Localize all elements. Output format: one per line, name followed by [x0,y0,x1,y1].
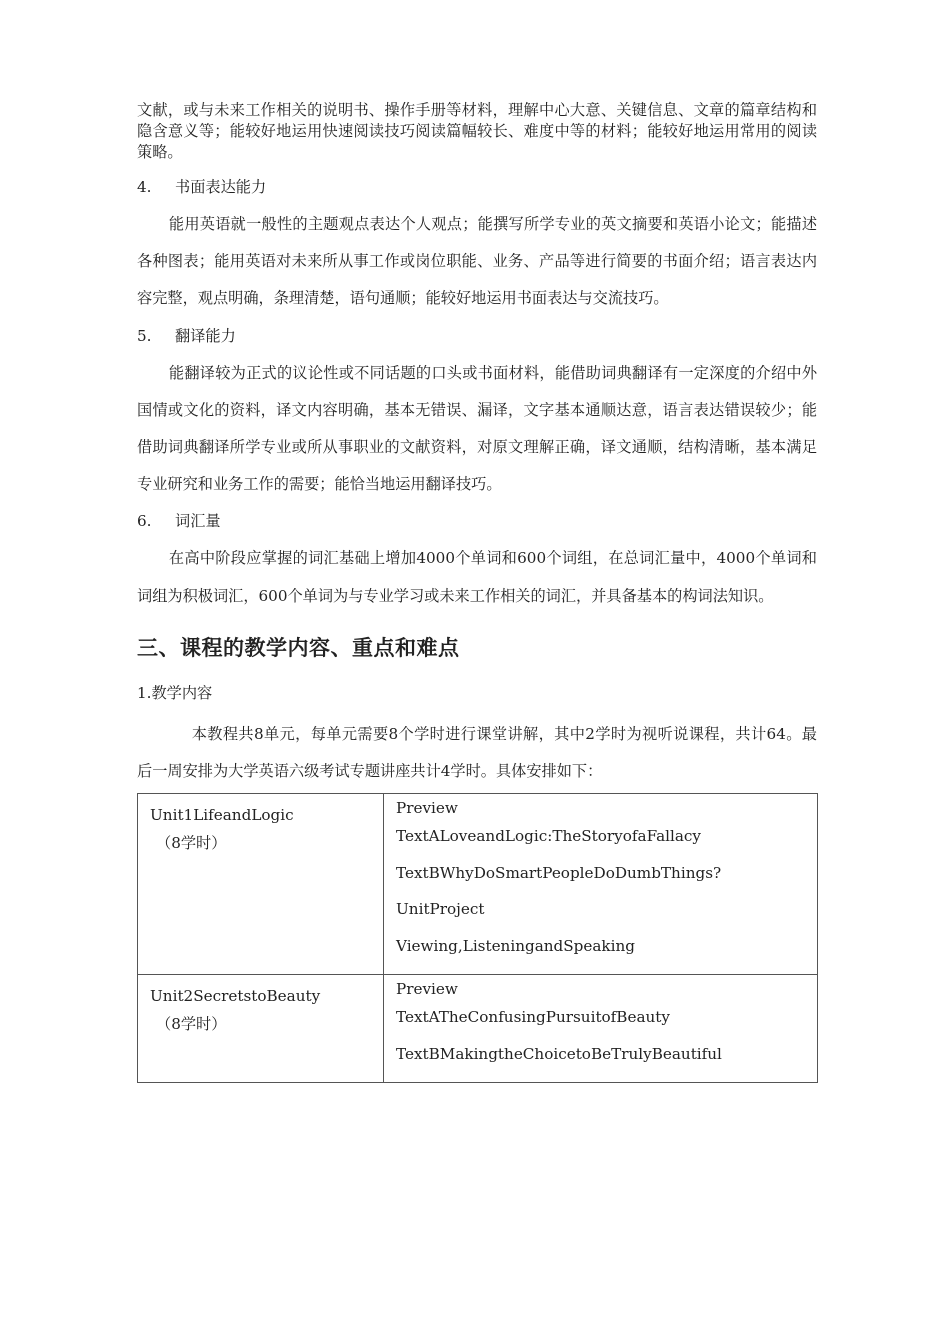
unit-hours: （8学时） [156,834,227,853]
section-title: 词汇量 [175,512,221,531]
unit-cell [138,975,384,1083]
unit-hours: （8学时） [156,1015,227,1034]
section-number: 6. [137,512,152,531]
unit-title: Unit2SecretstoBeauty [150,987,321,1006]
schedule-table [137,793,818,1083]
section-4 [137,169,817,318]
section-heading [137,318,817,355]
unit-title: Unit1LifeandLogic [150,806,294,825]
section-body: 能用英语就一般性的主题观点表达个人观点；能撰写所学专业的英文摘要和英语小论文；能描述各种图表；能用英语对未来所从事工作或岗位职能、业务、产品等进行简要的书面介绍；语言表达内容完整，观点明确，条理清楚，语句通顺；能较好地运用书面表达与交流技巧。 [137,215,817,308]
section-title: 书面表达能力 [175,178,267,196]
content-item: Preview [396,799,458,818]
section-6 [137,503,817,614]
table-row [138,794,818,975]
section-title: 翻译能力 [175,326,236,345]
chapter-heading: 三、课程的教学内容、重点和难点 [137,634,460,660]
section-heading [137,169,817,206]
content-cell [384,975,818,1083]
document-page [137,100,817,1083]
content-cell [384,794,818,975]
table-row [138,975,818,1083]
section-body: 能翻译较为正式的议论性或不同话题的口头或书面材料，能借助词典翻译有一定深度的介绍中外国情或文化的资料，译文内容明确，基本无错误、漏译，文字基本通顺达意，语言表达错误较少；能借助词典翻译所学专业或所从事职业的文献资料，对原文理解正确，译文通顺，结构清晰，基本满足专业研究和业务工作的需要；能恰当地运用翻译技巧。 [137,363,817,494]
top-paragraph: 文献，或与未来工作相关的说明书、操作手册等材料，理解中心大意、关键信息、文章的篇章结构和隐含意义等；能较好地运用快速阅读技巧阅读篇幅较长、难度中等的材料；能较好地运用常用的阅读策略。 [137,101,817,161]
content-item: TextBWhyDoSmartPeopleDoDumbThings? [396,863,722,882]
intro-paragraph: 本教程共8单元，每单元需要8个学时进行课堂讲解，其中2学时为视听说课程，共计64。最后一周安排为大学英语六级考试专题讲座共计4学时。具体安排如下： [137,724,817,781]
section-body: 在高中阶段应掌握的词汇基础上增加4000个单词和600个词组，在总词汇量中，4000个单词和词组为积极词汇，600个单词为与专业学习或未来工作相关的词汇，并具备基本的构词法知识。 [137,549,817,605]
content-item: UnitProject [396,900,485,919]
section-heading [137,503,817,540]
content-item: Preview [396,980,458,999]
section-number: 4. [137,178,152,196]
subheading: 1.教学内容 [137,683,213,702]
unit-cell [138,794,384,975]
content-item: Viewing,ListeningandSpeaking [396,936,635,955]
section-number: 5. [137,326,152,345]
content-item: TextBMakingtheChoicetoBeTrulyBeautiful [396,1044,722,1063]
section-5 [137,318,817,504]
content-item: TextALoveandLogic:TheStoryofaFallacy [396,827,701,846]
content-item: TextATheConfusingPursuitofBeauty [396,1008,670,1027]
